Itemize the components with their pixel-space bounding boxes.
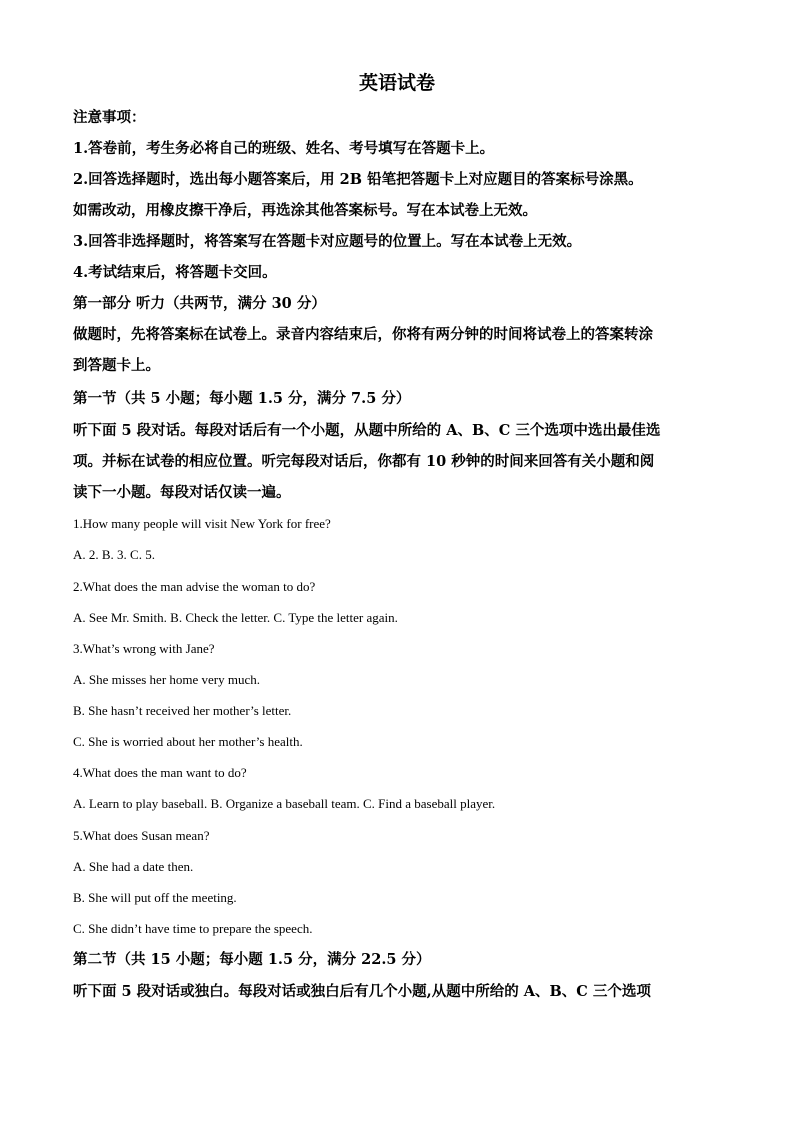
question-stem: 5.What does Susan mean? (73, 828, 210, 843)
notice-item: 3.回答非选择题时，将答案写在答题卡对应题号的位置上。写在本试卷上无效。 (73, 233, 582, 250)
part1-instruction: 到答题卡上。 (73, 357, 160, 374)
section2-heading: 第二节（共 15 小题；每小题 1.5 分，满分 22.5 分） (73, 951, 431, 968)
question-stem: 3.What’s wrong with Jane? (73, 641, 215, 656)
notice-item: 1.答卷前，考生务必将自己的班级、姓名、考号填写在答题卡上。 (73, 140, 495, 157)
section1-instruction: 项。并标在试卷的相应位置。听完每段对话后，你都有 10 秒钟的时间来回答有关小题和阅 (73, 453, 655, 470)
page-title: 英语试卷 (358, 72, 435, 94)
question-option: C. She didn’t have time to prepare the speech. (73, 921, 313, 936)
section1-heading: 第一节（共 5 小题；每小题 1.5 分，满分 7.5 分） (73, 390, 411, 407)
question-option: C. She is worried about her mother’s health. (73, 734, 303, 749)
section1-instruction: 读下一小题。每段对话仅读一遍。 (73, 484, 291, 501)
section2-instruction: 听下面 5 段对话或独白。每段对话或独白后有几个小题,从题中所给的 A、B、C 三个选项 (73, 983, 651, 1000)
question-options: A. See Mr. Smith. B. Check the letter. C. Type the letter again. (73, 610, 398, 625)
question-stem: 4.What does the man want to do? (73, 765, 247, 780)
question-option: A. She misses her home very much. (73, 672, 261, 687)
question-option: B. She hasn’t received her mother’s letter. (73, 703, 292, 718)
part1-heading: 第一部分 听力（共两节，满分 30 分） (73, 295, 326, 312)
question-stem: 2.What does the man advise the woman to do? (73, 579, 316, 594)
part1-instruction: 做题时，先将答案标在试卷上。录音内容结束后，你将有两分钟的时间将试卷上的答案转涂 (73, 326, 653, 343)
notice-item: 2.回答选择题时，选出每小题答案后，用 2B 铅笔把答题卡上对应题目的答案标号涂黑。 (73, 171, 643, 188)
question-option: A. She had a date then. (73, 859, 194, 874)
question-options: A. Learn to play baseball. B. Organize a baseball team. C. Find a baseball player. (73, 796, 496, 811)
question-stem: 1.How many people will visit New York for free? (73, 516, 331, 531)
section1-instruction: 听下面 5 段对话。每段对话后有一个小题，从题中所给的 A、B、C 三个选项中选出最佳选 (73, 422, 661, 439)
notice-item: 4.考试结束后，将答题卡交回。 (73, 264, 277, 281)
question-options: A. 2. B. 3. C. 5. (73, 547, 155, 562)
notice-heading: 注意事项： (73, 109, 146, 126)
question-option: B. She will put off the meeting. (73, 890, 237, 905)
notice-item: 如需改动，用橡皮擦干净后，再选涂其他答案标号。写在本试卷上无效。 (73, 202, 537, 219)
